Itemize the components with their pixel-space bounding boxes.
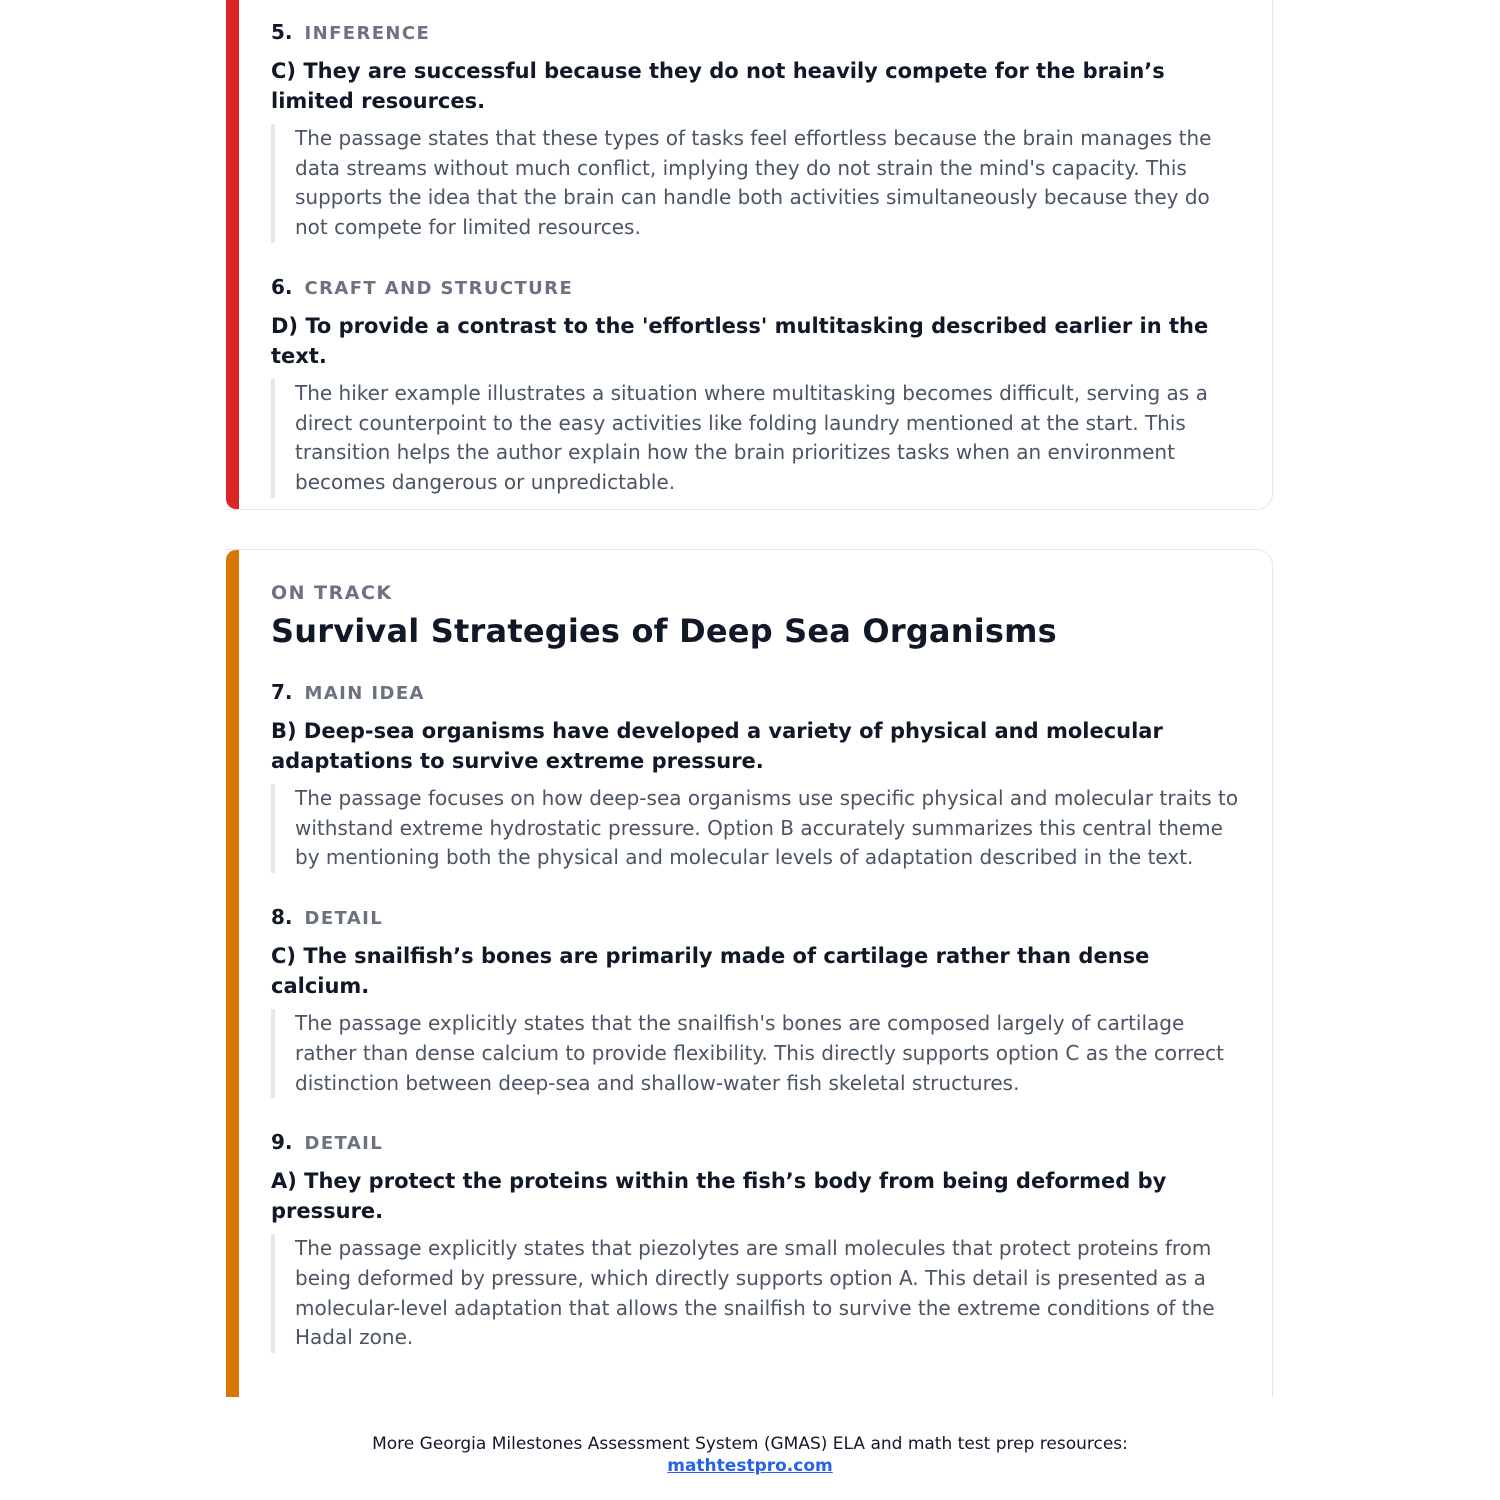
question-category: DETAIL	[304, 908, 384, 930]
card-content	[271, 582, 1242, 1353]
question-category: INFERENCE	[304, 23, 431, 44]
answer-explanation: The passage explicitly states that the snailfish's bones are composed largely of cartilage rather than dense calcium to provide flexibility. This directly supports option C as the correct distinction between deep-sea and shallow-water fish skeletal structures.	[271, 1009, 1242, 1098]
results-card-deep-sea	[226, 549, 1273, 1397]
question-category: CRAFT AND STRUCTURE	[304, 277, 574, 299]
question-number: 5.	[271, 20, 293, 44]
question-header	[271, 20, 1242, 44]
question-number: 8.	[271, 905, 293, 930]
passage-title: Survival Strategies of Deep Sea Organisms	[271, 612, 1057, 650]
question-6	[271, 275, 1242, 498]
footer-text: More Georgia Milestones Assessment System (GMAS) ELA and math test prep resources:	[372, 1434, 1128, 1454]
question-category: DETAIL	[304, 1133, 384, 1155]
correct-answer: B) Deep-sea organisms have developed a variety of physical and molecular adaptations to survive extreme pressure.	[271, 719, 1163, 773]
answer-explanation: The passage explicitly states that piezolytes are small molecules that protect proteins from being deformed by pressure, which directly supports option A. This detail is presented as a molecular-level adaptation that allows the snailfish to survive the extreme conditions of the Hadal zone.	[271, 1234, 1242, 1353]
question-header	[271, 680, 1242, 704]
correct-answer: A) They protect the proteins within the fish’s body from being deformed by pressure.	[271, 1169, 1167, 1224]
correct-answer: D) To provide a contrast to the 'effortless' multitasking described earlier in the text.	[271, 313, 1209, 368]
correct-answer: C) The snailfish’s bones are primarily made of cartilage rather than dense calcium.	[271, 944, 1150, 999]
correct-answer: C) They are successful because they do not heavily compete for the brain’s limited resources.	[271, 59, 1165, 113]
question-header	[271, 275, 1242, 299]
question-8	[271, 905, 1242, 1098]
question-7	[271, 680, 1242, 873]
question-category: MAIN IDEA	[304, 683, 425, 704]
card-content	[271, 20, 1242, 498]
answer-explanation: The hiker example illustrates a situation where multitasking becomes difficult, serving as a direct counterpoint to the easy activities like folding laundry mentioned at the start. This transition helps the author explain how the brain prioritizes tasks when an environment becomes dangerous or unpredictable.	[271, 379, 1242, 498]
question-header	[271, 905, 1242, 929]
question-9	[271, 1130, 1242, 1353]
question-5	[271, 20, 1242, 243]
question-number: 9.	[271, 1130, 293, 1155]
footer	[0, 1433, 1500, 1477]
footer-link[interactable]: mathtestpro.com	[667, 1456, 833, 1476]
answer-explanation: The passage focuses on how deep-sea organisms use specific physical and molecular traits to withstand extreme hydrostatic pressure. Option B accurately summarizes this central theme by mentioning both the physical and molecular levels of adaptation described in the text.	[271, 784, 1242, 873]
status-label: ON TRACK	[271, 582, 393, 604]
answer-explanation: The passage states that these types of tasks feel effortless because the brain manages the data streams without much conflict, implying they do not strain the mind's capacity. This supports the idea that the brain can handle both activities simultaneously because they do not compete for limited resources.	[271, 124, 1242, 243]
question-number: 7.	[271, 680, 293, 704]
results-card-inference	[226, 0, 1273, 510]
question-header	[271, 1130, 1242, 1154]
question-number: 6.	[271, 274, 293, 299]
